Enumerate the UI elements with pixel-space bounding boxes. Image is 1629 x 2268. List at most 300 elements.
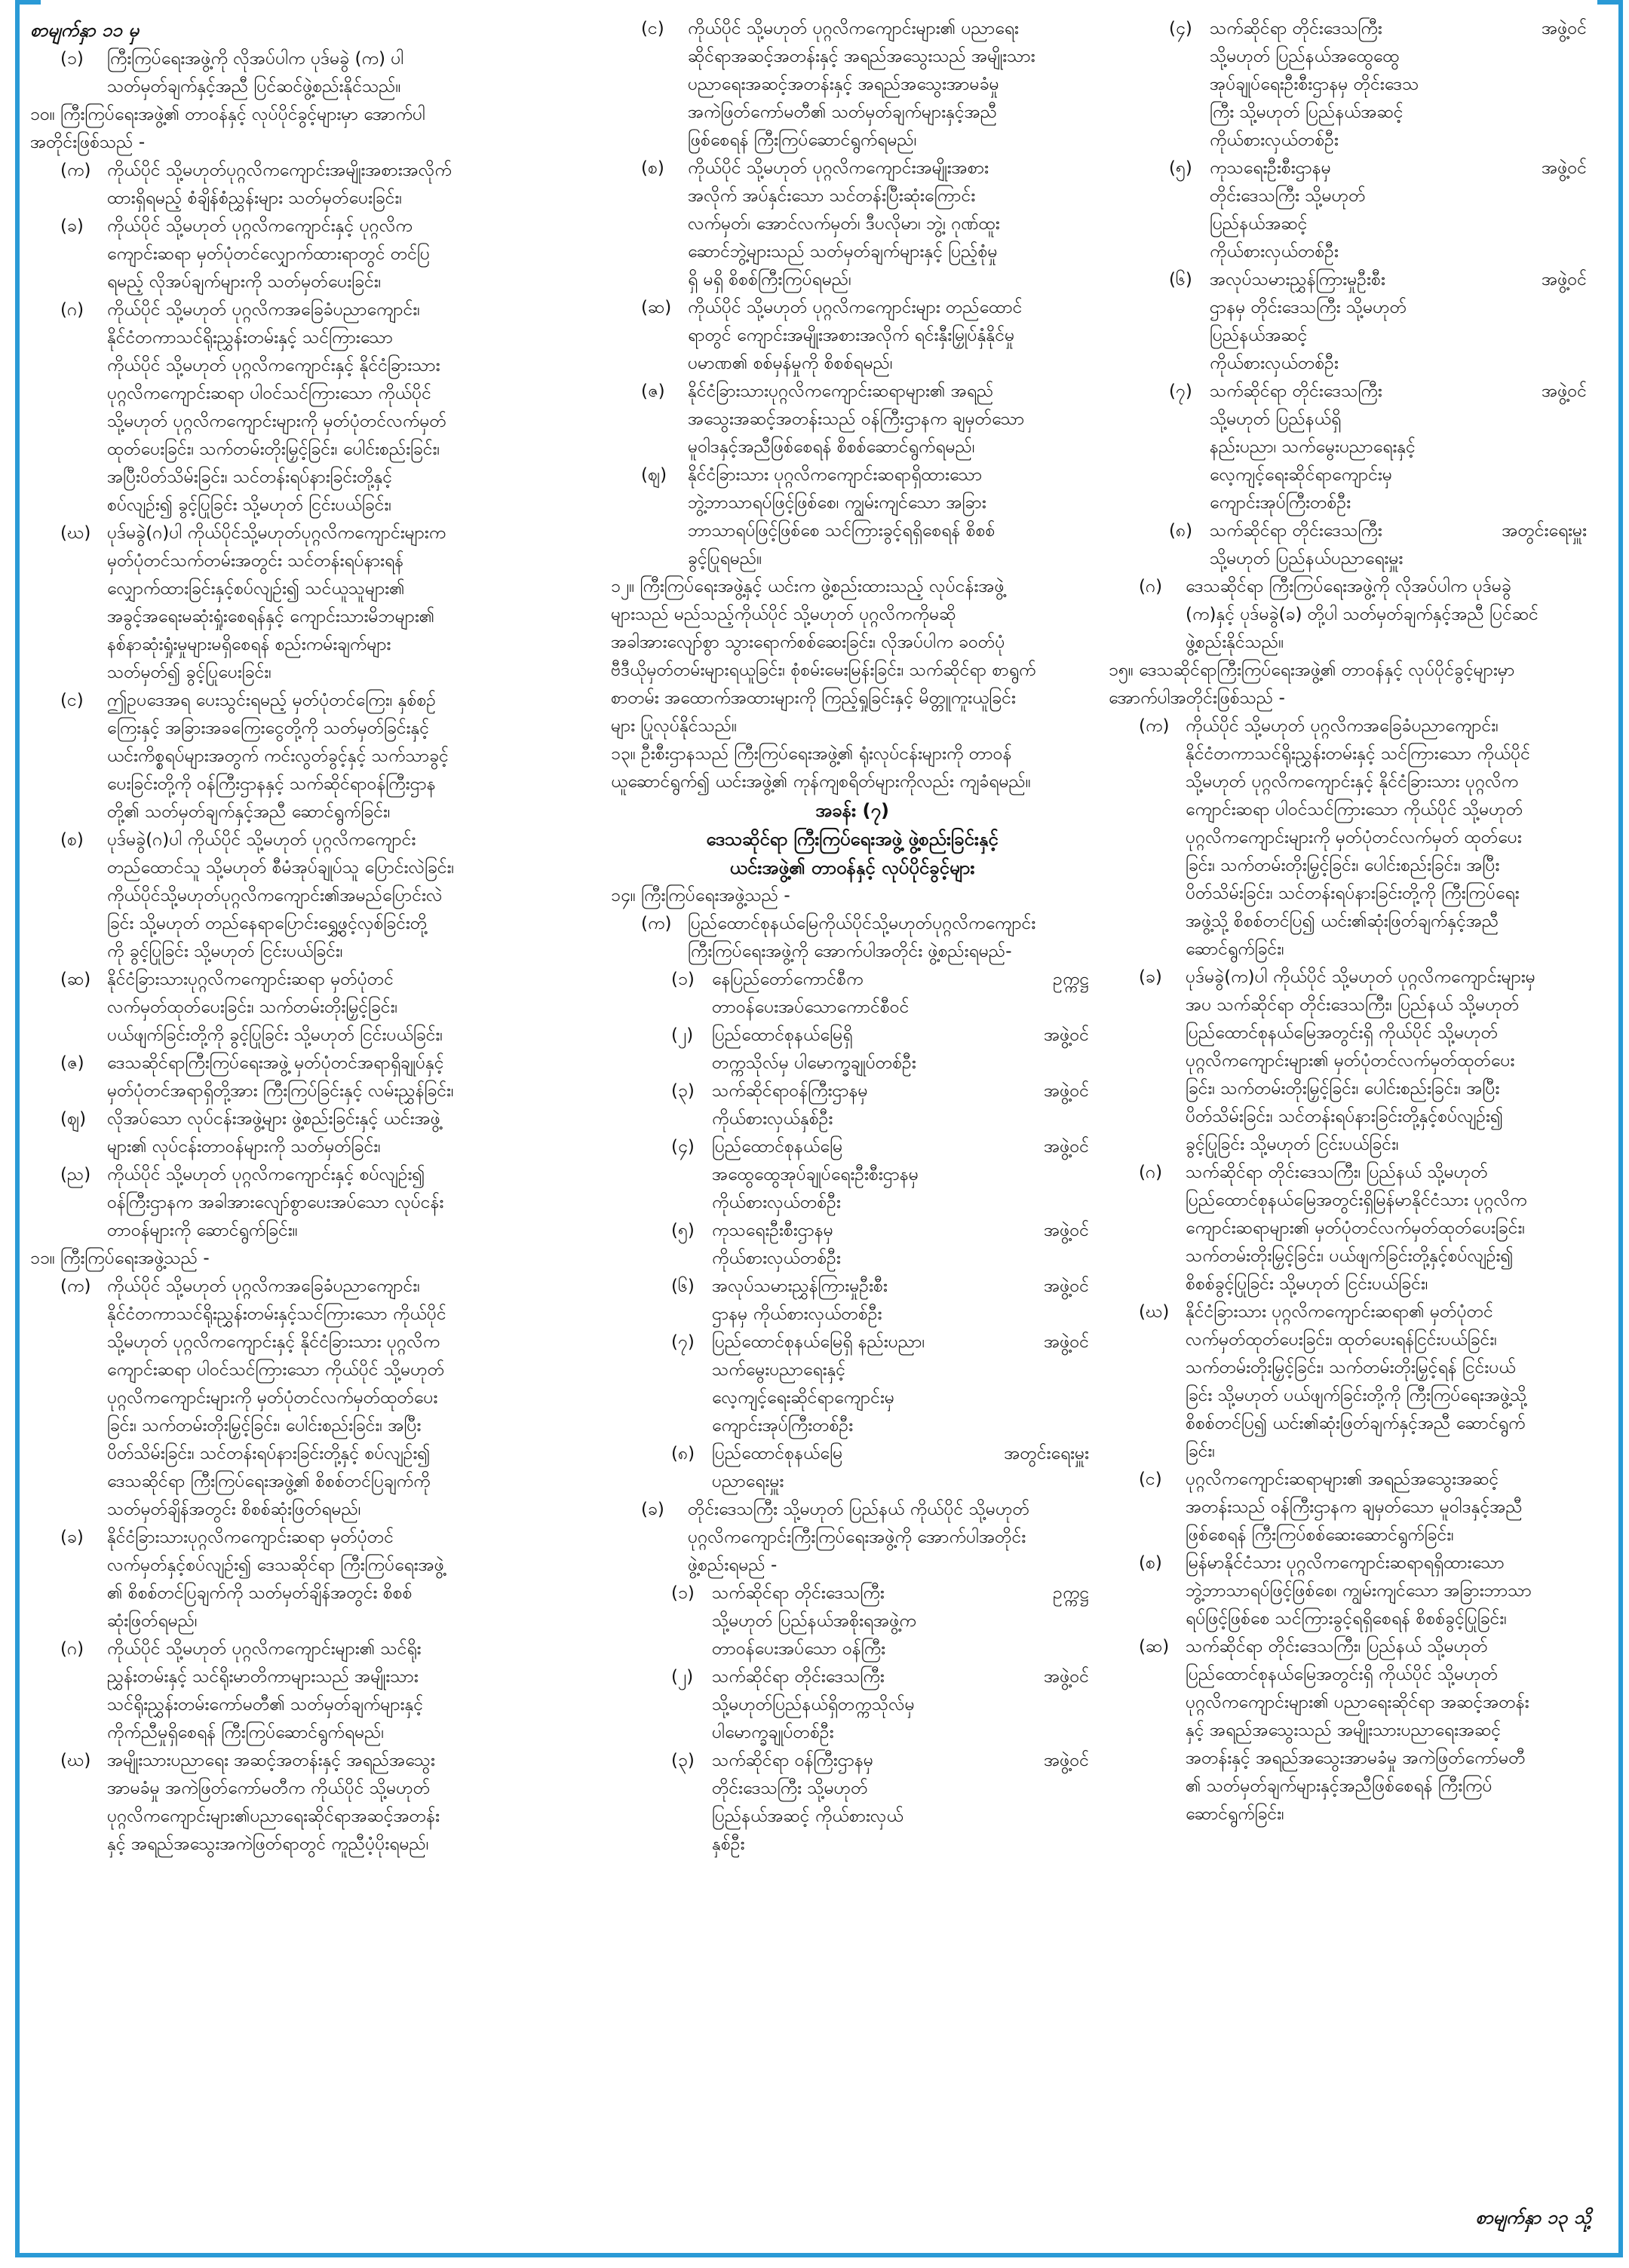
document-page xyxy=(30,15,1599,2239)
clause-line: ပြည်ထောင်စုနယ်မြေအတွင်းရှိ ကိုယ်ပိုင် သို့မဟုတ် xyxy=(1186,1665,1499,1684)
clause-text xyxy=(688,294,1094,378)
clause-line: ပိတ်သိမ်းခြင်း၊ သင်တန်းရပ်နားခြင်းတို့နှင့် စပ်လျဉ်း၍ xyxy=(107,1444,431,1463)
clause-line: ၏ စိစစ်တင်ပြချက်ကို သတ်မှတ်ချိန်အတွင်း စိစစ် xyxy=(107,1583,413,1603)
member-description xyxy=(712,1747,983,1859)
clause-item xyxy=(1139,1466,1591,1549)
member-role: အဖွဲ့ဝင် xyxy=(1542,382,1587,401)
member-description xyxy=(1210,155,1481,266)
clause-item xyxy=(641,155,1094,294)
clause-text xyxy=(107,1105,558,1161)
clause-text xyxy=(107,157,558,213)
member-line: ကိုယ်စားလှယ်တစ်ဦး xyxy=(712,1249,841,1268)
clause-line: နိုင်ငံတကာသင်ရိုးညွှန်းတမ်းနှင့် သင်ကြားသော ကိုယ်ပိုင် xyxy=(1186,744,1531,764)
clause-line: သို့မဟုတ် ပုဂ္ဂလိကကျောင်းနှင့် နိုင်ငံခြားသား ပုဂ္ဂလိက xyxy=(1186,772,1519,792)
member-role: အဖွဲ့ဝင် xyxy=(1542,270,1587,290)
member-description xyxy=(712,1077,983,1133)
clause-item xyxy=(641,294,1094,378)
clause-marker: (ခ) xyxy=(1139,967,1162,987)
clause-line: ပုဂ္ဂလိကကျောင်းဆရာ ပါဝင်သင်ကြားသော ကိုယ်ပိုင် xyxy=(107,384,431,403)
clause-marker: (ဃ) xyxy=(1139,1302,1170,1322)
member-line: ကုသရေးဦးစီးဌာနမှ xyxy=(712,1221,833,1240)
clause-line: ခြင်း သို့မဟုတ် တည်နေရာပြောင်းရွှေ့ဖွင့်လှစ်ခြင်းတို့ xyxy=(107,914,428,933)
clause-marker: (က) xyxy=(60,1277,91,1296)
clause-item xyxy=(1139,1633,1591,1828)
clause-line: တည်ထောင်သူ သို့မဟုတ် စီမံအုပ်ချုပ်သူ ပြောင်းလဲခြင်း၊ xyxy=(107,858,455,878)
clause-marker: (ခ) xyxy=(641,1500,664,1519)
clause-item xyxy=(60,826,558,966)
committee-member xyxy=(671,1440,1094,1496)
clause-line: အသွေးအဆင့်အတန်းသည် ဝန်ကြီးဌာနက ချမှတ်သော xyxy=(688,409,1025,429)
section-paragraph xyxy=(1109,657,1591,713)
clause-item xyxy=(1139,1159,1591,1298)
clause-line: တိုင်းဒေသကြီး သို့မဟုတ် ပြည်နယ် ကိုယ်ပိုင် သို့မဟုတ် xyxy=(688,1500,1029,1519)
member-line: သက်ဆိုင်ရာ တိုင်းဒေသကြီး xyxy=(1210,521,1382,541)
page-header: စာမျက်နှာ ၁၁ မှ xyxy=(30,20,140,41)
member-role: အဖွဲ့ဝင် xyxy=(1044,1025,1089,1045)
clause-line: စိစစ်တင်ပြ၍ ယင်း၏ဆုံးဖြတ်ချက်နှင့်အညီ ဆောင်ရွက် xyxy=(1186,1414,1526,1433)
member-marker: (၃) xyxy=(671,1751,695,1770)
member-marker: (၇) xyxy=(671,1332,695,1352)
clause-line: ကြီးကြပ်ရေးအဖွဲ့ကို လိုအပ်ပါက ပုဒ်မခွဲ (က) ပါ xyxy=(107,49,404,69)
member-role: အဖွဲ့ဝင် xyxy=(1044,1221,1089,1240)
clause-marker: (ဇ) xyxy=(60,1053,84,1073)
clause-marker: (ဃ) xyxy=(60,1751,91,1770)
clause-marker: (ဂ) xyxy=(60,1639,84,1659)
column-right xyxy=(1109,15,1591,1828)
clause-line: အမျိုးသားပညာရေး အဆင့်အတန်းနှင့် အရည်အသွေး xyxy=(107,1751,435,1770)
clause-item xyxy=(641,461,1094,573)
committee-member xyxy=(1169,155,1591,266)
clause-marker: (ဈ) xyxy=(60,1109,87,1129)
clause-text xyxy=(107,519,558,687)
clause-item xyxy=(1139,1298,1591,1466)
clause-line: ဒေသဆိုင်ရာ ကြီးကြပ်ရေးအဖွဲ့ကို လိုအပ်ပါက ပုဒ်မခွဲ xyxy=(1186,577,1511,596)
member-line: တိုင်းဒေသကြီး သို့မဟုတ် xyxy=(712,1779,868,1798)
column-middle xyxy=(611,15,1094,1859)
member-line: အုပ်ချုပ်ရေးဦးစီးဌာနမှ တိုင်းဒေသ xyxy=(1210,75,1419,94)
clause-line: ကြေးနှင့် အခြားအခကြေးငွေတို့ကို သတ်မှတ်ခြင်းနှင့် xyxy=(107,719,430,738)
member-marker: (၆) xyxy=(671,1277,695,1296)
clause-line: ဝန်ကြီးဌာနက အခါအားလျော်စွာပေးအပ်သော လုပ်ငန်း xyxy=(107,1193,444,1212)
clause-item xyxy=(641,15,1094,155)
clause-marker: (င) xyxy=(641,19,664,38)
member-marker: (၅) xyxy=(1169,158,1192,178)
member-role: အဖွဲ့ဝင် xyxy=(1044,1137,1089,1157)
committee-member xyxy=(1169,15,1591,155)
section-line: အခါအားလျော်စွာ သွားရောက်စစ်ဆေးခြင်း၊ လိုအပ်ပါက ခဝတ်ပုံ xyxy=(611,633,1005,652)
clause-line: နိုင်ငံခြားသား ပုဂ္ဂလိကကျောင်းဆရာ၏ မှတ်ပုံတင် xyxy=(1186,1302,1493,1322)
clause-line: ဤဥပဒေအရ ပေးသွင်းရမည့် မှတ်ပုံတင်ကြေး၊ နှစ်စဉ် xyxy=(107,691,437,710)
member-description xyxy=(712,1440,983,1496)
clause-text xyxy=(107,826,558,966)
clause-text xyxy=(107,1524,558,1635)
page-footer: စာမျက်နှာ ၁၃ သို့ xyxy=(1475,2207,1591,2228)
clause-item xyxy=(60,1635,558,1747)
clause-line: လက်မှတ်နှင့်စပ်လျဉ်း၍ ဒေသဆိုင်ရာ ကြီးကြပ်ရေးအဖွဲ့ xyxy=(107,1555,444,1575)
clause-line: သက်တမ်းတိုးမြှင့်ခြင်း၊ သက်တမ်းတိုးမြှင့်ရန် ငြင်းပယ် xyxy=(1186,1358,1516,1378)
committee-member xyxy=(671,1747,1094,1859)
clause-line: ယင်းကိစ္စရပ်များအတွက် ကင်းလွတ်ခွင့်နှင့် သက်သာခွင့် xyxy=(107,746,449,766)
clause-line: ပုဂ္ဂလိကကျောင်းများ၏ပညာရေးဆိုင်ရာအဆင့်အတန်း xyxy=(107,1807,440,1826)
member-line: သက်ဆိုင်ရာ ဝန်ကြီးဌာနမှ xyxy=(712,1751,873,1770)
clause-marker: (က) xyxy=(60,161,91,180)
clause-line: ဆောင်ဘွဲ့များသည် သတ်မှတ်ချက်များနှင့် ပြည့်စုံမှု xyxy=(688,242,998,262)
clause-line: အခွင့်အရေးမဆုံးရှုံးစေရန်နှင့် ကျောင်းသားမိဘများ၏ xyxy=(107,607,435,627)
clause-item xyxy=(641,910,1094,966)
member-line: သို့မဟုတ် ပြည်နယ်အထွေထွေ xyxy=(1210,47,1400,66)
clause-line: သင်ရိုးညွှန်းတမ်းကော်မတီ၏ သတ်မှတ်ချက်များနှင့် xyxy=(107,1695,424,1715)
clause-text xyxy=(1186,1466,1591,1549)
clause-marker: (က) xyxy=(641,914,672,933)
clause-line: ကျောင်းဆရာ ပါဝင်သင်ကြားသော ကိုယ်ပိုင် သို့မဟုတ် xyxy=(107,1360,445,1380)
member-line: သက်ဆိုင်ရာ တိုင်းဒေသကြီး xyxy=(712,1667,885,1687)
member-marker: (၆) xyxy=(1169,270,1192,290)
clause-marker: (ဆ) xyxy=(60,970,91,989)
clause-line: ပုဂ္ဂလိကကျောင်းကြီးကြပ်ရေးအဖွဲ့ကို အောက်ပါအတိုင်း xyxy=(688,1528,1026,1547)
chapter-title-line: ယင်းအဖွဲ့၏ တာဝန်နှင့် လုပ်ပိုင်ခွင့်များ xyxy=(729,857,975,878)
clause-line: ခြင်း၊ သက်တမ်းတိုးမြှင့်ခြင်း၊ ပေါင်းစည်းခြင်း၊ အပြီး xyxy=(107,1416,422,1436)
clause-line: ကိုယ်ပိုင် သို့မဟုတ်ပုဂ္ဂလိကကျောင်းအမျိုးအစားအလိုက် xyxy=(107,161,452,180)
clause-text xyxy=(107,1161,558,1245)
clause-text xyxy=(107,1747,558,1859)
member-marker: (၂) xyxy=(671,1667,694,1687)
clause-text xyxy=(688,1496,1094,1580)
clause-text xyxy=(1186,1549,1591,1633)
clause-marker: (ဂ) xyxy=(1139,1163,1163,1182)
clause-line: ကိုက်ညီမှုရှိစေရန် ကြီးကြပ်ဆောင်ရွက်ရမည်၊ xyxy=(107,1723,385,1742)
clause-line: ကိုယ်ပိုင် သို့မဟုတ် ပုဂ္ဂလိကအခြေခံပညာကျောင်း၊ xyxy=(1186,716,1499,736)
clause-line: ထားရှိရမည့် စံချိန်စံညွှန်းများ သတ်မှတ်ပေးခြင်း၊ xyxy=(107,188,402,208)
member-role: အတွင်းရေးမှူး xyxy=(1004,1444,1089,1463)
member-line: ပါမောက္ခချုပ်တစ်ဦး xyxy=(712,1723,834,1742)
clause-line: ခွင့်ပြုခြင်း သို့မဟုတ် ငြင်းပယ်ခြင်း၊ xyxy=(1186,1135,1399,1154)
clause-line: အာမခံမှု အကဲဖြတ်ကော်မတီက ကိုယ်ပိုင် သို့မဟုတ် xyxy=(107,1779,431,1798)
clause-line: သက်ဆိုင်ရာ တိုင်းဒေသကြီး၊ ပြည်နယ် သို့မဟုတ် xyxy=(1186,1163,1488,1182)
clause-line: အလိုက် အပ်နှင်းသော သင်တန်းပြီးဆုံးကြောင်း xyxy=(688,186,976,206)
member-line: သက်ဆိုင်ရာဝန်ကြီးဌာနမှ xyxy=(712,1081,868,1101)
clause-item xyxy=(60,519,558,687)
member-line: သို့မဟုတ် ပြည်နယ်ရှိ xyxy=(1210,409,1342,429)
section-paragraph xyxy=(30,1245,558,1273)
clause-line: ပိတ်သိမ်းခြင်း၊ သင်တန်းရပ်နားခြင်းတို့ကို ကြီးကြပ်ရေး xyxy=(1186,884,1520,903)
chapter-title-line: ဒေသဆိုင်ရာ ကြီးကြပ်ရေးအဖွဲ့ ဖွဲ့စည်းခြင်းနှင့် xyxy=(706,829,999,850)
committee-member xyxy=(671,1580,1094,1663)
clause-line: လက်မှတ်ထုတ်ပေးခြင်း၊ သက်တမ်းတိုးမြှင့်ခြင်း၊ xyxy=(107,998,398,1017)
section-line: ၁၃။ ဦးစီးဌာနသည် ကြီးကြပ်ရေးအဖွဲ့၏ ရုံးလုပ်ငန်းများကို တာဝန် xyxy=(611,744,1012,764)
member-marker: (၁) xyxy=(671,970,695,989)
clause-line: ပုဒ်မခွဲ(က)ပါ ကိုယ်ပိုင် သို့မဟုတ် ပုဂ္ဂလိကကျောင်းများမှ xyxy=(1186,967,1535,987)
clause-line: ကိုယ်ပိုင် သို့မဟုတ် ပုဂ္ဂလိကကျောင်းနှင့် စပ်လျဉ်း၍ xyxy=(107,1165,425,1185)
member-description xyxy=(712,1329,983,1440)
clause-item xyxy=(60,213,558,296)
clause-marker: (ည) xyxy=(60,1165,91,1185)
clause-line: အဖွဲ့သို့ စိစစ်တင်ပြ၍ ယင်း၏ဆုံးဖြတ်ချက်နှင့်အညီ xyxy=(1186,912,1499,931)
member-marker: (၈) xyxy=(671,1444,695,1463)
section-line: စာတမ်း အထောက်အထားများကို ကြည့်ရှုခြင်းနှင့် မိတ္တူကူးယူခြင်း xyxy=(611,688,1016,708)
clause-line: အပ သက်ဆိုင်ရာ တိုင်းဒေသကြီး၊ ပြည်နယ် သို့မဟုတ် xyxy=(1186,995,1520,1015)
clause-line: ပုဂ္ဂလိကကျောင်းများကို မှတ်ပုံတင်လက်မှတ် ထုတ်ပေး xyxy=(1186,828,1522,847)
member-line: အထွေထွေအုပ်ချုပ်ရေးဦးစီးဌာနမှ xyxy=(712,1165,919,1185)
committee-member xyxy=(1169,266,1591,378)
section-line: ဗီဒီယိုမှတ်တမ်းများရယူခြင်း၊ စုံစမ်းမေးမြန်းခြင်း၊ သက်ဆိုင်ရာ စာရွက် xyxy=(611,660,1036,680)
clause-line: ဖွဲ့စည်းရမည် - xyxy=(688,1555,778,1575)
section-line: ယူဆောင်ရွက်၍ ယင်းအဖွဲ့၏ ကုန်ကျစရိတ်များကိုလည်း ကျခံရမည်။ xyxy=(611,772,1031,792)
member-line: ကိုယ်စားလှယ်တစ်ဦး xyxy=(1210,242,1339,262)
clause-text xyxy=(688,155,1094,294)
clause-line: ပုဂ္ဂလိကကျောင်းများ၏ မှတ်ပုံတင်လက်မှတ်ထုတ်ပေး xyxy=(1186,1051,1515,1071)
clause-line: ခြင်း၊ သက်တမ်းတိုးမြှင့်ခြင်း၊ ပေါင်းစည်းခြင်း၊ အပြီး xyxy=(1186,1079,1500,1099)
clause-line: ဘွဲ့ဘာသာရပ်ဖြင့်ဖြစ်စေ၊ ကျွမ်းကျင်သော အခြားဘာသာ xyxy=(1186,1581,1532,1601)
member-description xyxy=(712,966,983,1022)
member-marker: (၄) xyxy=(671,1137,695,1157)
clause-line: နစ်နာဆုံးရှုံးမှုများမရှိစေရန် စည်းကမ်းချက်များ xyxy=(107,635,391,654)
committee-member xyxy=(1169,517,1591,573)
committee-member xyxy=(671,1329,1094,1440)
clause-text xyxy=(107,966,558,1050)
clause-line: ကိုယ်ပိုင် သို့မဟုတ် ပုဂ္ဂလိကကျောင်းနှင့် ပုဂ္ဂလိက xyxy=(107,216,413,236)
member-line: ဌာနမှ ကိုယ်စားလှယ်တစ်ဦး xyxy=(712,1304,882,1324)
clause-text xyxy=(688,15,1094,155)
clause-item xyxy=(60,1050,558,1105)
clause-line: ပုဒ်မခွဲ(ဂ)ပါ ကိုယ်ပိုင်သို့မဟုတ်ပုဂ္ဂလိကကျောင်းများက xyxy=(107,523,446,543)
clause-line: နိုင်ငံတကာသင်ရိုးညွှန်းတမ်းနှင့်သင်ကြားသော ကိုယ်ပိုင် xyxy=(107,1304,446,1324)
member-marker: (၄) xyxy=(1169,19,1192,38)
clause-text xyxy=(107,1050,558,1105)
clause-item xyxy=(1139,964,1591,1159)
member-line: သို့မဟုတ် ပြည်နယ်အစိုးရအဖွဲ့က xyxy=(712,1611,916,1631)
clause-line: ပြည်ထောင်စုနယ်မြေကိုယ်ပိုင်သို့မဟုတ်ပုဂ္ဂလိကကျောင်း xyxy=(688,914,1036,933)
clause-line: ဆောင်ရွက်ခြင်း၊ xyxy=(1186,1804,1284,1824)
clause-marker: (ဆ) xyxy=(641,298,672,317)
clause-marker: (ဂ) xyxy=(60,300,84,320)
clause-text xyxy=(107,213,558,296)
clause-line: သတ်မှတ်ချက်နှင့်အညီ ပြင်ဆင်ဖွဲ့စည်းနိုင်သည်။ xyxy=(107,77,401,97)
clause-item xyxy=(60,157,558,213)
clause-line: ပုဂ္ဂလိကကျောင်းဆရာများ၏ အရည်အသွေးအဆင့် xyxy=(1186,1470,1499,1489)
clause-line: ကိုယ်ပိုင် သို့မဟုတ် ပုဂ္ဂလိကအခြေခံပညာကျောင်း၊ xyxy=(107,1277,420,1296)
clause-line: ကိုယ်ပိုင် သို့မဟုတ် ပုဂ္ဂလိကကျောင်းနှင့် နိုင်ငံခြားသား xyxy=(107,356,440,375)
section-line: အတိုင်းဖြစ်သည် - xyxy=(30,133,146,152)
clause-line: ကျောင်းဆရာ ပါဝင်သင်ကြားသော ကိုယ်ပိုင် သို့မဟုတ် xyxy=(1186,800,1523,820)
member-description xyxy=(1210,266,1481,378)
member-description xyxy=(712,1663,983,1747)
clause-line: အတန်းနှင့် အရည်အသွေးအာမခံမှု အကဲဖြတ်ကော်မတီ xyxy=(1186,1749,1526,1768)
clause-marker: (စ) xyxy=(1139,1553,1162,1573)
member-role: အဖွဲ့ဝင် xyxy=(1044,1667,1089,1687)
section-line: အောက်ပါအတိုင်းဖြစ်သည် - xyxy=(1109,688,1285,708)
clause-marker: (ဇ) xyxy=(641,382,665,401)
committee-member xyxy=(671,1663,1094,1747)
member-line: ကျောင်းအုပ်ကြီးတစ်ဦး xyxy=(712,1416,854,1436)
section-line: ၁၀။ ကြီးကြပ်ရေးအဖွဲ့၏ တာဝန်နှင့် လုပ်ပိုင်ခွင့်များမှာ အောက်ပါ xyxy=(30,105,426,124)
clause-line: ကြီးကြပ်ရေးအဖွဲ့ကို အောက်ပါအတိုင်း ဖွဲ့စည်းရမည်- xyxy=(688,942,1012,961)
clause-text xyxy=(688,910,1094,966)
clause-item xyxy=(60,45,558,101)
member-line: ပညာရေးမှူး xyxy=(712,1472,784,1491)
clause-item xyxy=(1139,573,1591,657)
member-line: ကိုယ်စားလှယ်တစ်ဦး xyxy=(1210,130,1339,150)
clause-line: ဆိုင်ရာအဆင့်အတန်းနှင့် အရည်အသွေးသည် အမျိုးသား xyxy=(688,47,1035,66)
clause-line: ပိတ်သိမ်းခြင်း၊ သင်တန်းရပ်နားခြင်းတို့နှင့်စပ်လျဉ်း၍ xyxy=(1186,1107,1504,1126)
committee-member xyxy=(1169,378,1591,517)
section-line: ၁၅။ ဒေသဆိုင်ရာကြီးကြပ်ရေးအဖွဲ့၏ တာဝန်နှင့် လုပ်ပိုင်ခွင့်များမှာ xyxy=(1109,660,1515,680)
clause-text xyxy=(1186,713,1591,964)
member-description xyxy=(712,1217,983,1273)
member-role: အဖွဲ့ဝင် xyxy=(1044,1332,1089,1352)
clause-text xyxy=(1186,1159,1591,1298)
section-paragraph xyxy=(30,101,558,157)
clause-line: နိုင်ငံခြားသား ပုဂ္ဂလိကကျောင်းဆရာရှိထားသော xyxy=(688,465,983,485)
clause-line: ပုဂ္ဂလိကကျောင်းများကို မှတ်ပုံတင်လက်မှတ်ထုတ်ပေး xyxy=(107,1388,438,1408)
clause-line: အပြီးပိတ်သိမ်းခြင်း၊ သင်တန်းရပ်နားခြင်းတို့နှင့် xyxy=(107,467,393,487)
clause-line: မူဝါဒနှင့်အညီဖြစ်စေရန် စိစစ်ဆောင်ရွက်ရမည်၊ xyxy=(688,437,975,457)
clause-line: မြန်မာနိုင်ငံသား ပုဂ္ဂလိကကျောင်းဆရာရရှိထားသော xyxy=(1186,1553,1505,1573)
member-line: သက်ဆိုင်ရာ တိုင်းဒေသကြီး xyxy=(712,1583,885,1603)
clause-line: ပညာရေးအဆင့်အတန်းနှင့် အရည်အသွေးအာမခံမှု xyxy=(688,75,999,94)
clause-marker: (င) xyxy=(60,691,84,710)
member-marker: (၅) xyxy=(671,1221,695,1240)
clause-marker: (ဈ) xyxy=(641,465,667,485)
clause-line: ထုတ်ပေးခြင်း၊ သက်တမ်းတိုးမြှင့်ခြင်း၊ ပေါင်းစည်းခြင်း၊ xyxy=(107,440,440,459)
clause-text xyxy=(1186,964,1591,1159)
clause-marker: (စ) xyxy=(641,158,664,178)
clause-line: ဘာသာရပ်ဖြင့်ဖြစ်စေ သင်ကြားခွင့်ရရှိစေရန် စိစစ် xyxy=(688,521,996,541)
member-line: ပြည်နယ်အဆင့် xyxy=(1210,214,1308,234)
clause-line: ပြည်ထောင်စုနယ်မြေအတွင်းရှိ ကိုယ်ပိုင် သို့မဟုတ် xyxy=(1186,1023,1499,1043)
clause-line: နိုင်ငံခြားသားပုဂ္ဂလိကကျောင်းဆရာ မှတ်ပုံတင် xyxy=(107,970,394,989)
member-role: ဥက္ကဋ္ဌ xyxy=(1053,1583,1089,1603)
member-role: အဖွဲ့ဝင် xyxy=(1044,1277,1089,1296)
clause-line: ဆုံးဖြတ်ရမည်၊ xyxy=(107,1611,198,1631)
clause-line: ကိုယ်ပိုင် သို့မဟုတ် ပုဂ္ဂလိကကျောင်းများ၏ ပညာရေး xyxy=(688,19,1019,38)
clause-line: ပြည်ထောင်စုနယ်မြေအတွင်းရှိမြန်မာနိုင်ငံသား ပုဂ္ဂလိက xyxy=(1186,1191,1527,1210)
member-line: သို့မဟုတ် ပြည်နယ်ပညာရေးမှူး xyxy=(1210,549,1404,569)
member-role: အတွင်းရေးမှူး xyxy=(1502,521,1587,541)
clause-text xyxy=(1186,1633,1591,1828)
clause-text xyxy=(107,45,558,101)
member-line: သက်ဆိုင်ရာ တိုင်းဒေသကြီး xyxy=(1210,382,1382,401)
member-marker: (၃) xyxy=(671,1081,695,1101)
clause-line: ဖွဲ့စည်းနိုင်သည်။ xyxy=(1186,633,1284,652)
clause-line: လိုအပ်သော လုပ်ငန်းအဖွဲ့များ ဖွဲ့စည်းခြင်းနှင့် ယင်းအဖွဲ့ xyxy=(107,1109,440,1129)
clause-line: သတ်မှတ်၍ ခွင့်ပြုပေးခြင်း၊ xyxy=(107,663,272,682)
clause-line: (က)နှင့် ပုဒ်မခွဲ(ခ) တို့ပါ သတ်မှတ်ချက်နှင့်အညီ ပြင်ဆင် xyxy=(1186,605,1538,624)
member-line: နှစ်ဦး xyxy=(712,1834,745,1854)
clause-line: သို့မဟုတ် ပုဂ္ဂလိကကျောင်းနှင့် နိုင်ငံခြားသား ပုဂ္ဂလိက xyxy=(107,1332,440,1352)
clause-marker: (ခ) xyxy=(60,1528,84,1547)
clause-line: ဖြစ်စေရန် ကြီးကြပ်စစ်ဆေးဆောင်ရွက်ခြင်း၊ xyxy=(1186,1525,1454,1545)
section-line: ၁၄။ ကြီးကြပ်ရေးအဖွဲ့သည် - xyxy=(611,886,790,906)
member-line: ကျောင်းအုပ်ကြီးတစ်ဦး xyxy=(1210,493,1351,513)
member-line: ကိုယ်စားလှယ်နှစ်ဦး xyxy=(712,1109,833,1129)
clause-line: အတန်းသည် ဝန်ကြီးဌာနက ချမှတ်သော မူဝါဒနှင့်အညီ xyxy=(1186,1497,1523,1517)
clause-line: ရာတွင် ကျောင်းအမျိုးအစားအလိုက် ရင်းနှီးမြှုပ်နှံနိုင်မှု xyxy=(688,326,1015,345)
clause-line: ကိုယ်ပိုင် သို့မဟုတ် ပုဂ္ဂလိကကျောင်းများ၏ သင်ရိုး xyxy=(107,1639,422,1659)
section-line: ၁၁။ ကြီးကြပ်ရေးအဖွဲ့သည် - xyxy=(30,1249,210,1268)
clause-marker: (ဂ) xyxy=(1139,577,1163,596)
clause-line: သို့မဟုတ် ပုဂ္ဂလိကကျောင်းများကို မှတ်ပုံတင်လက်မှတ် xyxy=(107,412,446,431)
column-left xyxy=(30,15,558,1859)
clause-line: နှင့် အရည်အသွေးသည် အမျိုးသားပညာရေးအဆင့် xyxy=(1186,1721,1502,1740)
clause-line: လျှောက်ထားခြင်းနှင့်စပ်လျဉ်း၍ သင်ယူသူများ၏ xyxy=(107,579,405,599)
clause-marker: (၁) xyxy=(60,49,84,69)
clause-line: မှတ်ပုံတင်သက်တမ်းအတွင်း သင်တန်းရပ်နားရန် xyxy=(107,551,404,571)
clause-marker: (ဃ) xyxy=(60,523,91,543)
section-paragraph xyxy=(611,882,1094,910)
clause-line: နိုင်ငံခြားသားပုဂ္ဂလိကကျောင်းဆရာ မှတ်ပုံတင် xyxy=(107,1528,394,1547)
member-description xyxy=(712,1580,983,1663)
clause-line: သက်ဆိုင်ရာ တိုင်းဒေသကြီး၊ ပြည်နယ် သို့မဟုတ် xyxy=(1186,1637,1488,1657)
clause-line: လက်မှတ်၊ အောင်လက်မှတ်၊ ဒီပလိုမာ၊ ဘွဲ့၊ ဂုဏ်ထူး xyxy=(688,214,1000,234)
clause-line: တို့၏ သတ်မှတ်ချက်နှင့်အညီ ဆောင်ရွက်ခြင်း၊ xyxy=(107,802,391,822)
clause-item xyxy=(1139,1549,1591,1633)
clause-item xyxy=(60,1747,558,1859)
section-paragraph xyxy=(611,740,1094,796)
member-line: အလုပ်သမားညွှန်ကြားမှုဦးစီး xyxy=(1210,270,1385,290)
clause-text xyxy=(107,1273,558,1524)
committee-member xyxy=(671,1273,1094,1329)
member-line: လေ့ကျင့်ရေးဆိုင်ရာကျောင်းမှ xyxy=(712,1388,894,1408)
section-line: များ ပြုလုပ်နိုင်သည်။ xyxy=(611,716,738,736)
frame-corner-left xyxy=(20,0,41,5)
member-marker: (၂) xyxy=(671,1025,694,1045)
member-line: ကုသရေးဦးစီးဌာနမှ xyxy=(1210,158,1331,178)
clause-text xyxy=(107,296,558,519)
member-line: အလုပ်သမားညွှန်ကြားမှုဦးစီး xyxy=(712,1277,888,1296)
member-line: ဌာနမှ တိုင်းဒေသကြီး သို့မဟုတ် xyxy=(1210,298,1407,317)
clause-marker: (က) xyxy=(1139,716,1170,736)
member-marker: (၁) xyxy=(671,1583,695,1603)
member-line: ကိုယ်စားလှယ်တစ်ဦး xyxy=(712,1193,841,1212)
member-line: နည်းပညာ၊ သက်မွေးပညာရေးနှင့် xyxy=(1210,437,1416,457)
member-line: သို့မဟုတ်ပြည်နယ်ရှိတက္ကသိုလ်မှ xyxy=(712,1695,915,1715)
member-line: ကြီး သို့မဟုတ် ပြည်နယ်အဆင့် xyxy=(1210,103,1404,122)
member-description xyxy=(1210,378,1481,517)
clause-item xyxy=(641,378,1094,461)
clause-line: ကျောင်းဆရာများ၏ မှတ်ပုံတင်လက်မှတ်ထုတ်ပေးခြင်း၊ xyxy=(1186,1218,1525,1238)
clause-line: ညွှန်းတမ်းနှင့် သင်ရိုးမာတိကာများသည် အမျိုးသား xyxy=(107,1667,419,1687)
clause-line: လက်မှတ်ထုတ်ပေးခြင်း၊ ထုတ်ပေးရန်ငြင်းပယ်ခြင်း၊ xyxy=(1186,1330,1497,1350)
member-role: အဖွဲ့ဝင် xyxy=(1542,158,1587,178)
clause-line: ပယ်ဖျက်ခြင်းတို့ကို ခွင့်ပြုခြင်း သို့မဟုတ် ငြင်းပယ်ခြင်း၊ xyxy=(107,1025,443,1045)
frame-corner-right xyxy=(1597,0,1618,5)
clause-line: ကျောင်းဆရာ မှတ်ပုံတင်လျှောက်ထားရာတွင် တင်ပြ xyxy=(107,244,431,264)
clause-line: ဒေသဆိုင်ရာကြီးကြပ်ရေးအဖွဲ့ မှတ်ပုံတင်အရာရှိချုပ်နှင့် xyxy=(107,1053,444,1073)
clause-line: စိစစ်ခွင့်ပြုခြင်း သို့မဟုတ် ငြင်းပယ်ခြင်း၊ xyxy=(1186,1274,1428,1294)
clause-line: ၏ သတ်မှတ်ချက်များနှင့်အညီဖြစ်စေရန် ကြီးကြပ် xyxy=(1186,1776,1492,1796)
member-line: တိုင်းဒေသကြီး သို့မဟုတ် xyxy=(1210,186,1366,206)
member-line: သက်မွေးပညာရေးနှင့် xyxy=(712,1360,846,1380)
clause-item xyxy=(60,1273,558,1524)
clause-line: ကိုယ်ပိုင် သို့မဟုတ် ပုဂ္ဂလိကကျောင်းအမျိုးအစား xyxy=(688,158,989,178)
clause-item xyxy=(60,296,558,519)
clause-marker: (ဆ) xyxy=(1139,1637,1170,1657)
clause-item xyxy=(60,1105,558,1161)
clause-line: ဒေသဆိုင်ရာ ကြီးကြပ်ရေးအဖွဲ့၏ စိစစ်တင်ပြချက်ကို xyxy=(107,1472,431,1491)
clause-line: ကို ခွင့်ပြုခြင်း သို့မဟုတ် ငြင်းပယ်ခြင်း၊ xyxy=(107,942,343,961)
clause-line: အကဲဖြတ်ကော်မတီ၏ သတ်မှတ်ချက်များနှင့်အညီ xyxy=(688,103,998,122)
member-role: အဖွဲ့ဝင် xyxy=(1542,19,1587,38)
clause-marker: (စ) xyxy=(60,830,84,850)
member-role: ဥက္ကဋ္ဌ xyxy=(1053,970,1089,989)
member-line: နေပြည်တော်ကောင်စီက xyxy=(712,970,864,989)
clause-line: ကိုယ်ပိုင်သို့မဟုတ်ပုဂ္ဂလိကကျောင်း၏အမည်ပြောင်းလဲ xyxy=(107,886,443,906)
chapter-number: အခန်း (၇) xyxy=(815,800,889,821)
member-line: လေ့ကျင့်ရေးဆိုင်ရာကျောင်းမှ xyxy=(1210,465,1392,485)
member-description xyxy=(1210,517,1481,573)
clause-text xyxy=(688,378,1094,461)
clause-item xyxy=(60,687,558,826)
